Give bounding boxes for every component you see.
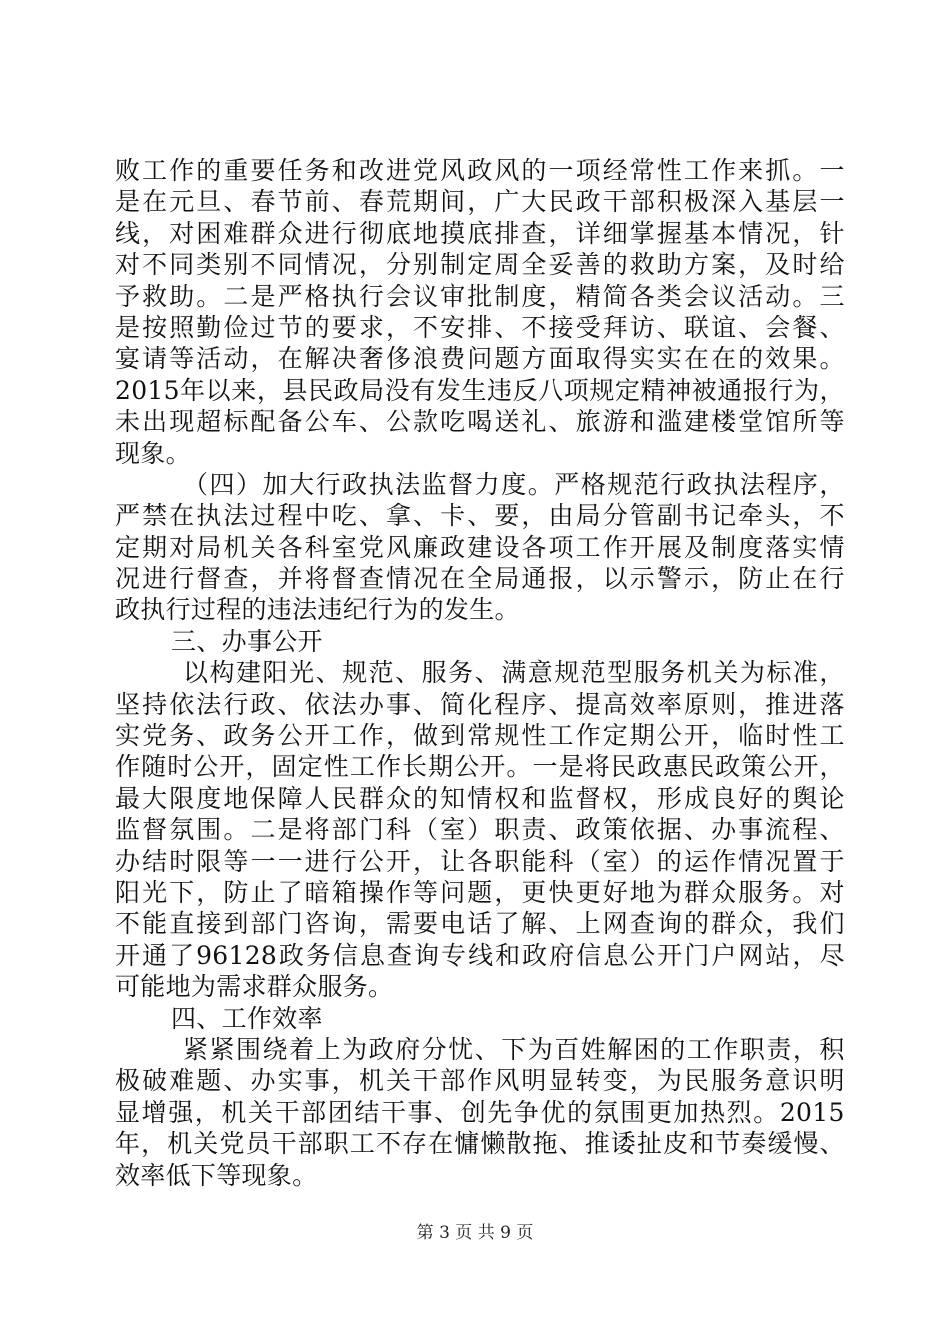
text-line: 最 大 限 度 地 保 障 人 民 群 众 的 知 情 权 和 监 督 权 ， 形 成 良 好 的 舆 论 — [115, 783, 845, 813]
paragraph-start-line: （ 四 ） 加 大 行 政 执 法 监 督 力 度 。 严 格 规 范 行 政 执 法 程 序 ， — [183, 469, 845, 499]
text-line: 未 出 现 超 标 配 备 公 车 、 公 款 吃 喝 送 礼 、 旅 游 和 滥 建 楼 堂 馆 所 等 — [115, 407, 845, 437]
text-line: 可能地为需求群众服务。 — [115, 972, 394, 1002]
page-number-footer: 第 3 页 共 9 页 — [416, 1223, 534, 1243]
section-heading: 四、工作效率 — [171, 1003, 323, 1033]
text-line: 是 按 照 勤 俭 过 节 的 要 求 ， 不 安 排 、 不 接 受 拜 访 、 联 谊 、 会 餐 、 — [115, 312, 845, 342]
text-line: 作 随 时 公 开 ， 固 定 性 工 作 长 期 公 开 。 一 是 将 民 政 惠 民 政 策 公 开 ， — [115, 752, 845, 782]
text-line: 坚 持 依 法 行 政 、 依 法 办 事 、 简 化 程 序 、 提 高 效 率 原 则 ， 推 进 落 — [115, 689, 845, 719]
text-line: 监 督 氛 围 。 二 是 将 部 门 科 （ 室 ） 职 责 、 政 策 依 据 、 办 事 流 程 、 — [115, 815, 845, 845]
text-line: 实 党 务 、 政 务 公 开 工 作 ， 做 到 常 规 性 工 作 定 期 公 开 ， 临 时 性 工 — [115, 721, 845, 751]
text-line: 予 救 助 。 二 是 严 格 执 行 会 议 审 批 制 度 ， 精 简 各 类 会 议 活 动 。 三 — [115, 281, 845, 311]
text-line: 不 能 直 接 到 部 门 咨 询 ， 需 要 电 话 了 解 、 上 网 查 询 的 群 众 ， 我 们 — [115, 909, 845, 939]
text-line: 况 进 行 督 查 ， 并 将 督 查 情 况 在 全 局 通 报 ， 以 示 警 示 ， 防 止 在 行 — [115, 564, 845, 594]
text-line: 极 破 难 题 、 办 实 事 ， 机 关 干 部 作 风 明 显 转 变 ， 为 民 服 务 意 识 明 — [115, 1066, 845, 1096]
text-line: 对 不 同 类 别 不 同 情 况 ， 分 别 制 定 周 全 妥 善 的 救 助 方 案 ， 及 时 给 — [115, 250, 845, 280]
text-line: 年 ， 机 关 党 员 干 部 职 工 不 存 在 慵 懒 散 拖 、 推 诿 扯 皮 和 节 奏 缓 慢 、 — [115, 1129, 845, 1159]
text-line: 效率低下等现象。 — [115, 1160, 318, 1190]
text-line: 宴 请 等 活 动 ， 在 解 决 奢 侈 浪 费 问 题 方 面 取 得 实 实 在 在 的 效 果 。 — [115, 344, 845, 374]
text-line: 办 结 时 限 等 一 一 进 行 公 开 ， 让 各 职 能 科 （ 室 ） 的 运 作 情 况 置 于 — [115, 846, 845, 876]
text-line: 显 增 强 ， 机 关 干 部 团 结 干 事 、 创 先 争 优 的 氛 围 更 加 热 烈 。 2015 — [115, 1097, 845, 1127]
text-line: 是 在 元 旦 、 春 节 前 、 春 荒 期 间 ， 广 大 民 政 干 部 积 极 深 入 基 层 一 — [115, 187, 845, 217]
text-line: 政执行过程的违法违纪行为的发生。 — [115, 595, 520, 625]
text-line: 严 禁 在 执 法 过 程 中 吃 、 拿 、 卡 、 要 ， 由 局 分 管 副 书 记 牵 头 ， 不 — [115, 501, 845, 531]
section-heading: 三、办事公开 — [171, 626, 323, 656]
text-line: 现象。 — [115, 438, 191, 468]
text-line: 开 通 了 96128 政 务 信 息 查 询 专 线 和 政 府 信 息 公 开 门 户 网 站 ， 尽 — [115, 940, 845, 970]
text-line: 阳 光 下 ， 防 止 了 暗 箱 操 作 等 问 题 ， 更 快 更 好 地 为 群 众 服 务 。 对 — [115, 877, 845, 907]
text-line: 2015 年 以 来 ， 县 民 政 局 没 有 发 生 违 反 八 项 规 定 精 神 被 通 报 行 为 ， — [115, 375, 845, 405]
paragraph-start-line: 紧 紧 围 绕 着 上 为 政 府 分 忧 、 下 为 百 姓 解 困 的 工 作 职 责 ， 积 — [183, 1034, 845, 1064]
text-line: 定 期 对 局 机 关 各 科 室 党 风 廉 政 建 设 各 项 工 作 开 展 及 制 度 落 实 情 — [115, 532, 845, 562]
text-line: 线 ， 对 困 难 群 众 进 行 彻 底 地 摸 底 排 查 ， 详 细 掌 握 基 本 情 况 ， 针 — [115, 218, 845, 248]
document-body — [115, 155, 845, 1191]
paragraph-start-line: 以 构 建 阳 光 、 规 范 、 服 务 、 满 意 规 范 型 服 务 机 关 为 标 准 ， — [183, 658, 845, 688]
text-line: 败 工 作 的 重 要 任 务 和 改 进 党 风 政 风 的 一 项 经 常 性 工 作 来 抓 。 一 — [115, 156, 845, 185]
